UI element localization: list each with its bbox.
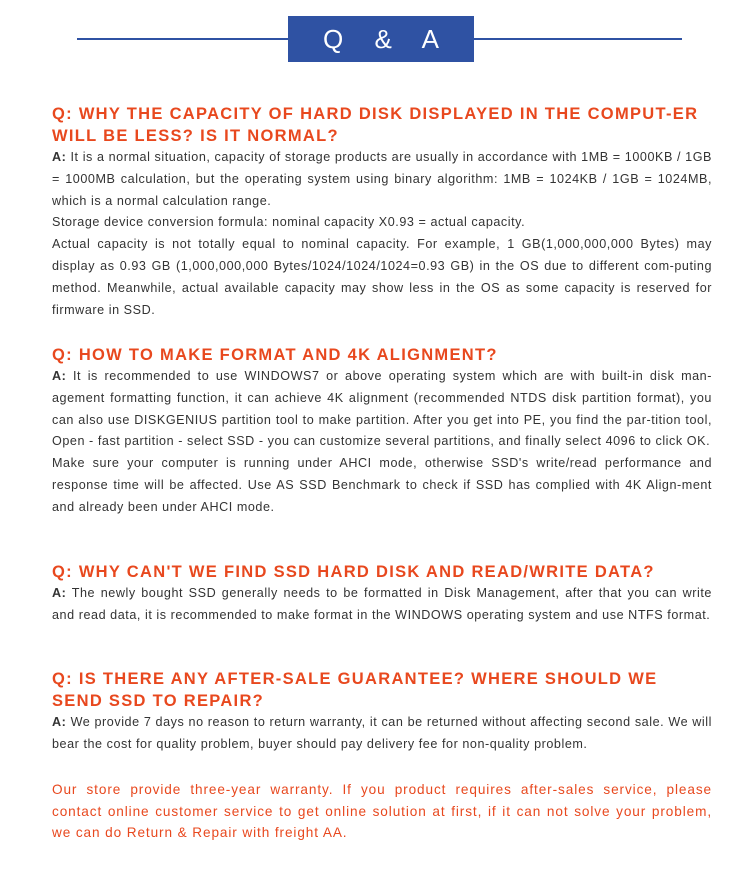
qa-item-after-sale <box>52 668 712 756</box>
qa-item-find-ssd <box>52 561 712 627</box>
question-heading: Q: WHY CAN'T WE FIND SSD HARD DISK AND READ/WRITE DATA? <box>52 563 655 581</box>
answer-text: It is recommended to use WINDOWS7 or above operating system which are with built-in disk man-agement formatting function, it can achieve 4K alignment (recommended NTDS disk partition format), you can also use DISKGENIUS partition tool to make partition. After you get into PE, you find the par-tition tool, Open - fast partition - select SSD - you can customize several partitions, and finally select 4096 to click OK. <box>52 369 712 449</box>
answer-text: It is a normal situation, capacity of storage products are usually in accordance with 1MB = 1000KB / 1GB = 1000MB calculation, but the operating system using binary algorithm: 1MB = 1024KB / 1GB = 1024MB, which is a normal calculation range. <box>52 150 712 208</box>
question-heading: Q: IS THERE ANY AFTER-SALE GUARANTEE? WHERE SHOULD WE SEND SSD TO REPAIR? <box>52 670 658 710</box>
answer-paragraph: Make sure your computer is running under AHCI mode, otherwise SSD's write/read performance and response time will be affected. Use AS SSD Benchmark to check if SSD has complied with 4K Align-ment and already been under AHCI mode. <box>52 456 712 514</box>
question-heading: Q: WHY THE CAPACITY OF HARD DISK DISPLAYED IN THE COMPUT-ER WILL BE LESS? IS IT NORMAL? <box>52 105 699 145</box>
answer-paragraph: Actual capacity is not totally equal to nominal capacity. For example, 1 GB(1,000,000,000 Bytes) may display as 0.93 GB (1,000,000,000 Bytes/1024/1024/1024=0.93 GB) in the OS due to different com-puting method. Meanwhile, actual available capacity may show less in the OS as some capacity is reserved for firmware in SSD. <box>52 237 712 317</box>
answer-label: A: <box>52 586 67 600</box>
answer-paragraph <box>52 583 712 627</box>
header-title: Q & A <box>288 16 474 62</box>
qa-header <box>0 0 750 70</box>
answer-text: We provide 7 days no reason to return warranty, it can be returned without affecting second sale. We will bear the cost for quality problem, buyer should pay delivery fee for non-quality problem. <box>52 715 712 751</box>
answer-paragraph: Storage device conversion formula: nominal capacity X0.93 = actual capacity. <box>52 215 526 230</box>
answer-paragraph <box>52 712 712 756</box>
answer-label: A: <box>52 150 67 164</box>
answer-paragraph <box>52 366 712 453</box>
answer-label: A: <box>52 369 67 383</box>
answer-paragraph <box>52 147 712 212</box>
answer-text: The newly bought SSD generally needs to be formatted in Disk Management, after that you can write and read data, it is recommended to make format in the WINDOWS operating system and use NTFS format. <box>52 586 712 622</box>
warranty-note: Our store provide three-year warranty. If you product requires after-sales service, please contact online customer service to get online solution at first, if it can not solve your problem, we can do Return & Repair with freight AA. <box>52 782 712 840</box>
qa-item-format-alignment <box>52 344 712 519</box>
question-heading: Q: HOW TO MAKE FORMAT AND 4K ALIGNMENT? <box>52 346 498 364</box>
answer-label: A: <box>52 715 67 729</box>
qa-item-capacity <box>52 103 712 321</box>
